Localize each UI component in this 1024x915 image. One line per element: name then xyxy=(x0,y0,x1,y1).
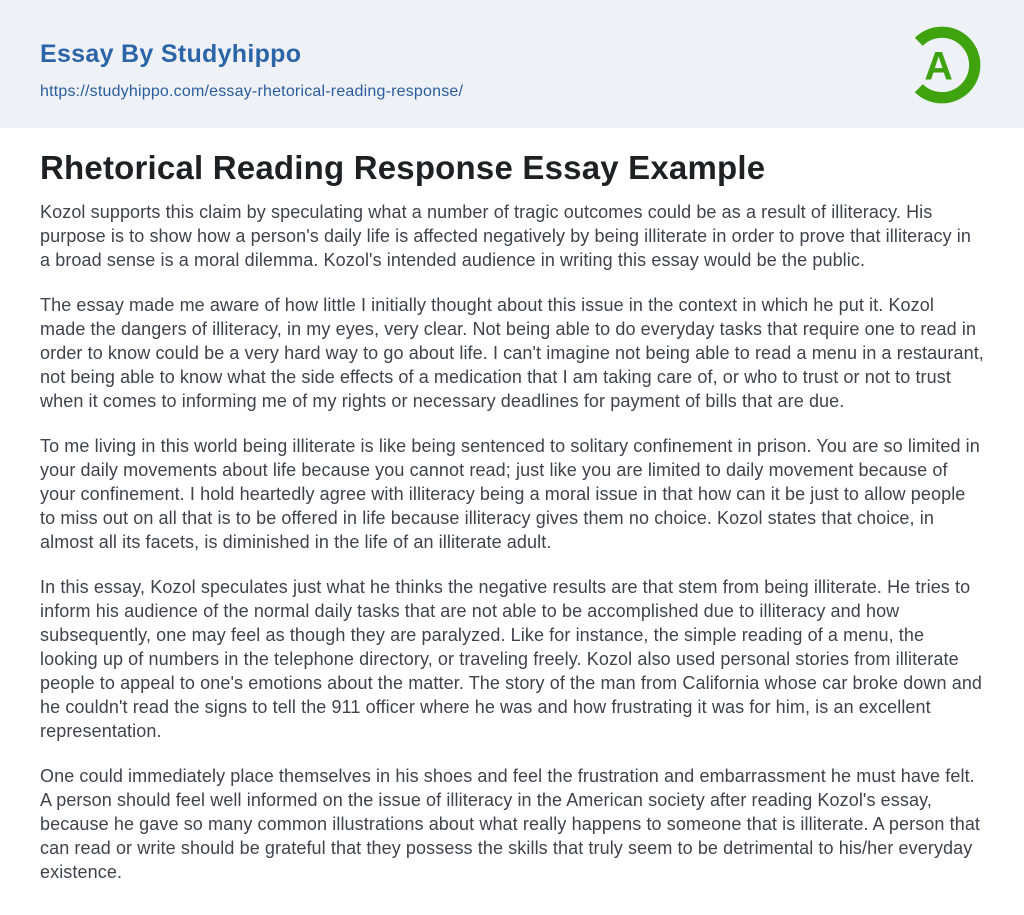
essay-paragraph-2: The essay made me aware of how little I initially thought about this issue in the context in which he put it. Kozol made the dangers of illiteracy, in my eyes, very clear. Not being able to do everyday tasks that require one to read in order to know could be a very hard way to go about life. I can't imagine not being able to read a menu in a restaurant, not being able to know what the side effects of a medication that I am taking care of, or who to trust or not to trust when it comes to informing me of my rights or necessary deadlines for payment of bills that are due. xyxy=(40,294,984,411)
page-header xyxy=(0,0,1024,128)
essay-paragraph-3: To me living in this world being illiterate is like being sentenced to solitary confinement in prison. You are so limited in your daily movements about life because you cannot read; just like you are limited to daily movement because of your confinement. I hold heartedly agree with illiteracy being a moral issue in that how can it be just to allow people to miss out on all that is to be offered in life because illiteracy gives them no choice. Kozol states that choice, in almost all its facets, is diminished in the life of an illiterate adult. xyxy=(40,435,980,552)
header-text-block xyxy=(40,41,463,101)
source-url-link[interactable]: https://studyhippo.com/essay-rhetorical-reading-response/ xyxy=(40,82,464,100)
brand-title: Essay By Studyhippo xyxy=(40,40,302,69)
essay-content xyxy=(0,149,1024,884)
studyhippo-logo-icon xyxy=(900,23,984,107)
logo-letter: A xyxy=(924,44,953,89)
essay-paragraph-1: Kozol supports this claim by speculating what a number of tragic outcomes could be as a result of illiteracy. His purpose is to show how a person's daily life is affected negatively by being illiterate in order to prove that illiteracy in a broad sense is a moral dilemma. Kozol's intended audience in writing this essay would be the public. xyxy=(40,201,971,270)
essay-paragraph-5: One could immediately place themselves in his shoes and feel the frustration and embarrassment he must have felt. A person should feel well informed on the issue of illiteracy in the American society after reading Kozol's essay, because he gave so many common illustrations about what really happens to someone that is illiterate. A person that can read or write should be grateful that they possess the skills that truly seem to be detrimental to his/her everyday existence. xyxy=(40,765,981,882)
essay-title: Rhetorical Reading Response Essay Example xyxy=(40,149,766,186)
essay-paragraph-4: In this essay, Kozol speculates just what he thinks the negative results are that stem from being illiterate. He tries to inform his audience of the normal daily tasks that are not able to be accomplished due to illiteracy and how subsequently, one may feel as though they are paralyzed. Like for instance, the simple reading of a menu, the looking up of numbers in the telephone directory, or traveling freely. Kozol also used personal stories from illiterate people to appeal to one's emotions about the matter. The story of the man from California whose car broke down and he couldn't read the signs to tell the 911 officer where he was and how frustrating it was for him, is an excellent representation. xyxy=(40,576,983,741)
